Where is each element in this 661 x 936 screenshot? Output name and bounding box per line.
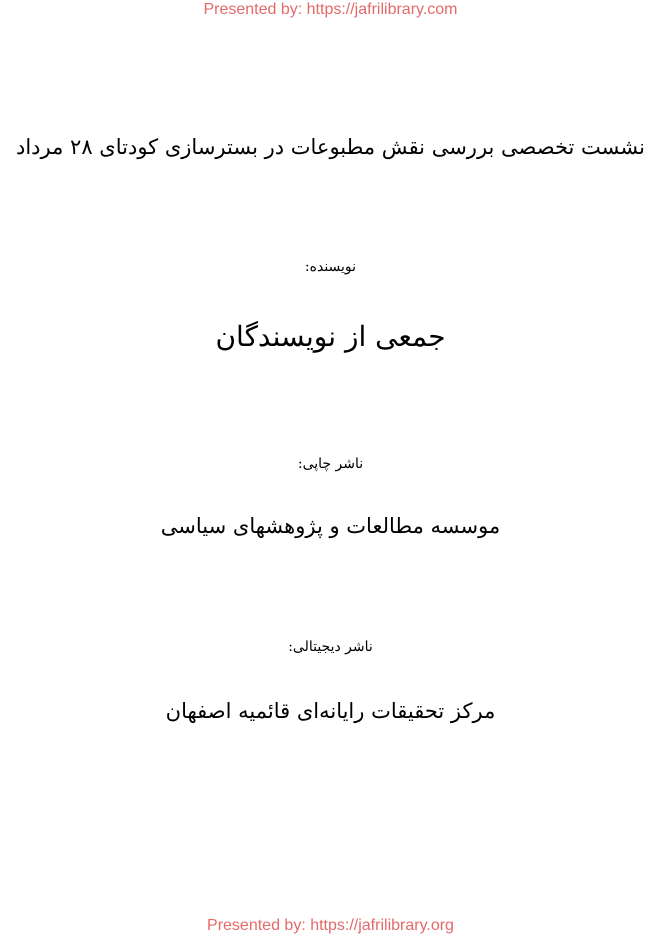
digital-publisher-label: ناشر دیجیتالی: [288,639,373,655]
print-publisher-label: ناشر چاپی: [297,456,364,472]
book-title: نشست تخصصی بررسی نقش مطبوعات در بسترسازی کودتای ۲۸ مرداد [15,135,645,159]
watermark-bottom: Presented by: https://jafrilibrary.org [207,917,454,934]
print-publisher-name: موسسه مطالعات و پژوهشهای سیاسی [160,514,501,538]
watermark-top: Presented by: https://jafrilibrary.com [203,1,458,18]
author-label: نویسنده: [304,259,357,275]
digital-publisher-name: مرکز تحقیقات رایانه‌ای قائمیه اصفهان [165,699,496,723]
author-name: جمعی از نویسندگان [215,320,446,353]
